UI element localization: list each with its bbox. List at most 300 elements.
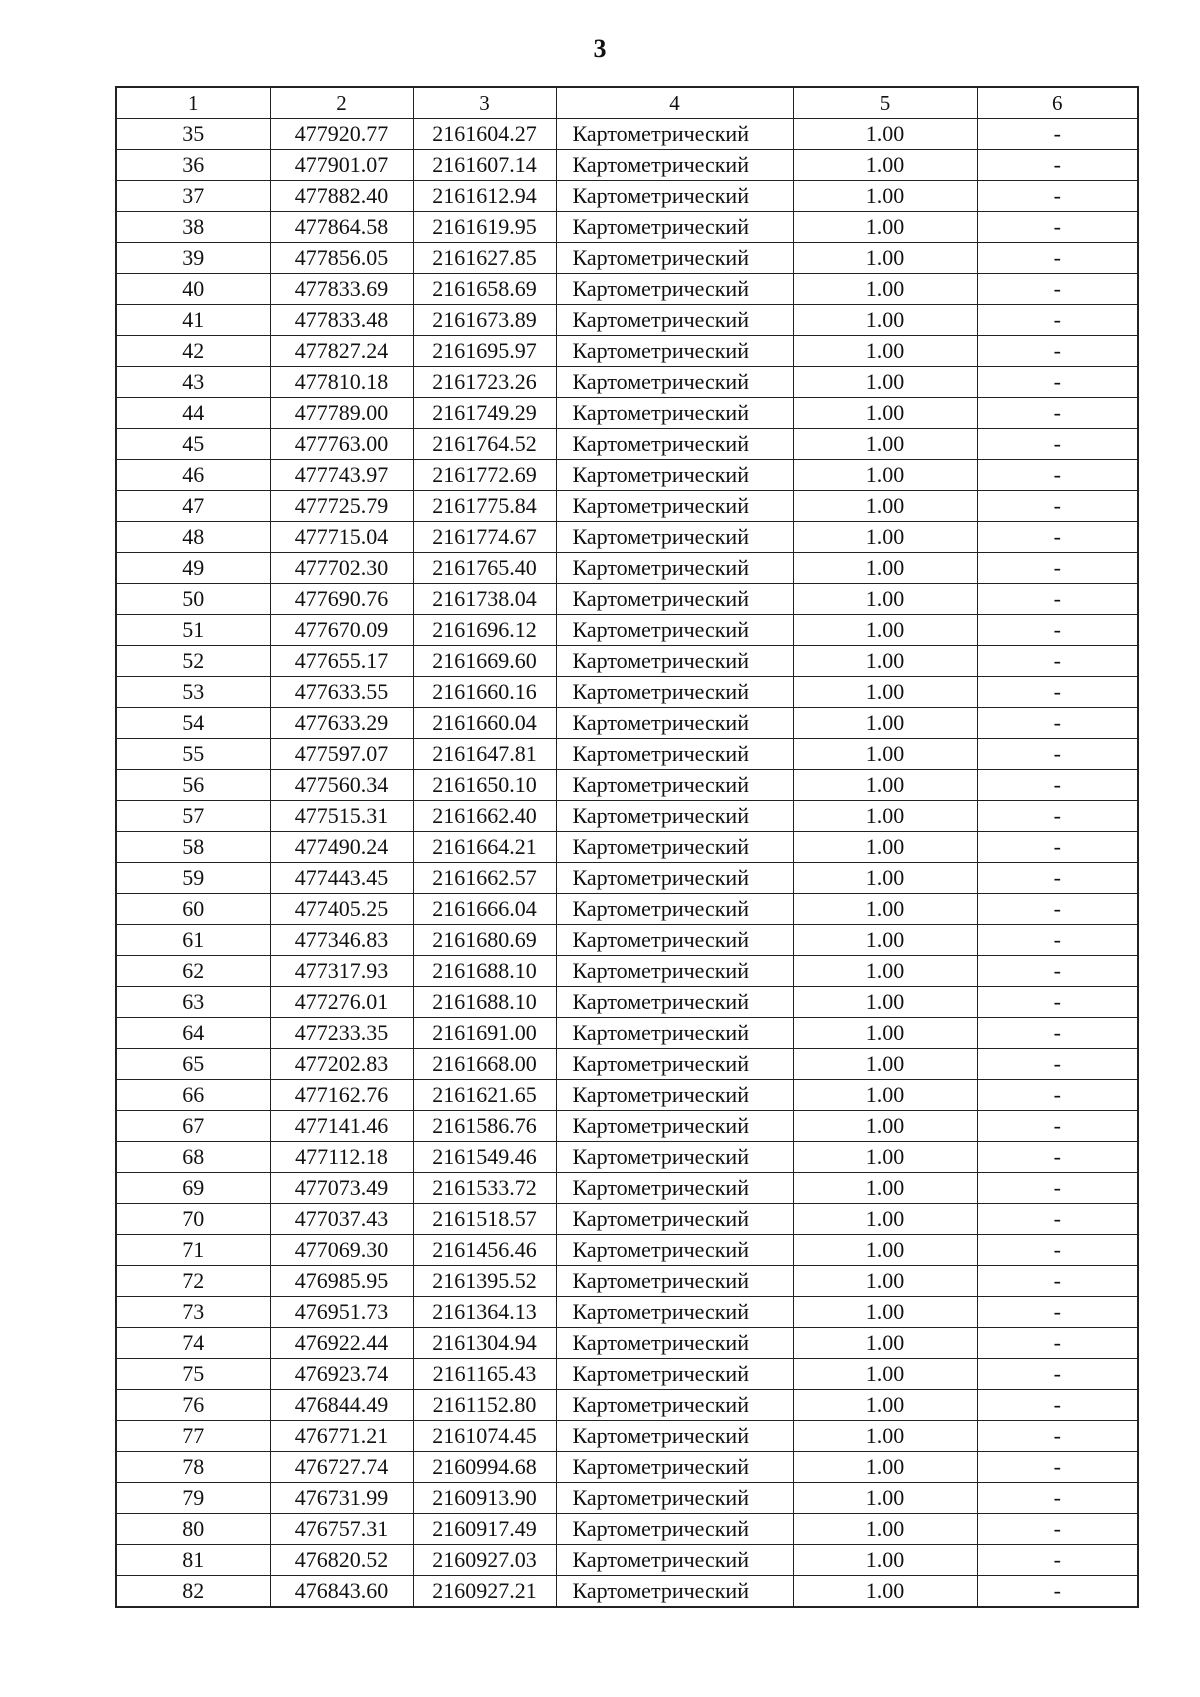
method-cell: Картометрический (556, 181, 793, 212)
point-number-cell: 56 (116, 770, 270, 801)
y-coordinate-cell: 2161765.40 (413, 553, 556, 584)
accuracy-cell: 1.00 (793, 522, 977, 553)
accuracy-cell: 1.00 (793, 212, 977, 243)
accuracy-cell: 1.00 (793, 1421, 977, 1452)
description-cell: - (977, 1514, 1138, 1545)
point-number-cell: 70 (116, 1204, 270, 1235)
table-row (116, 1545, 1138, 1576)
table-row (116, 305, 1138, 336)
accuracy-cell: 1.00 (793, 739, 977, 770)
y-coordinate-cell: 2161533.72 (413, 1173, 556, 1204)
description-cell: - (977, 1235, 1138, 1266)
description-cell: - (977, 1545, 1138, 1576)
accuracy-cell: 1.00 (793, 584, 977, 615)
y-coordinate-cell: 2161627.85 (413, 243, 556, 274)
x-coordinate-cell: 477560.34 (270, 770, 413, 801)
point-number-cell: 51 (116, 615, 270, 646)
point-number-cell: 45 (116, 429, 270, 460)
x-coordinate-cell: 477112.18 (270, 1142, 413, 1173)
table-row (116, 894, 1138, 925)
accuracy-cell: 1.00 (793, 615, 977, 646)
description-cell: - (977, 1421, 1138, 1452)
point-number-cell: 52 (116, 646, 270, 677)
x-coordinate-cell: 477690.76 (270, 584, 413, 615)
description-cell: - (977, 1359, 1138, 1390)
y-coordinate-cell: 2161647.81 (413, 739, 556, 770)
method-cell: Картометрический (556, 274, 793, 305)
x-coordinate-cell: 477515.31 (270, 801, 413, 832)
table-row (116, 243, 1138, 274)
accuracy-cell: 1.00 (793, 832, 977, 863)
method-cell: Картометрический (556, 646, 793, 677)
description-cell: - (977, 460, 1138, 491)
accuracy-cell: 1.00 (793, 1111, 977, 1142)
table-row (116, 801, 1138, 832)
description-cell: - (977, 1328, 1138, 1359)
accuracy-cell: 1.00 (793, 1204, 977, 1235)
point-number-cell: 48 (116, 522, 270, 553)
table-row (116, 1421, 1138, 1452)
y-coordinate-cell: 2161658.69 (413, 274, 556, 305)
y-coordinate-cell: 2161650.10 (413, 770, 556, 801)
y-coordinate-cell: 2161364.13 (413, 1297, 556, 1328)
column-header-method: 4 (556, 87, 793, 119)
table-row (116, 553, 1138, 584)
table-header-row (116, 87, 1138, 119)
accuracy-cell: 1.00 (793, 1390, 977, 1421)
x-coordinate-cell: 477346.83 (270, 925, 413, 956)
method-cell: Картометрический (556, 1173, 793, 1204)
y-coordinate-cell: 2161604.27 (413, 119, 556, 150)
table-row (116, 584, 1138, 615)
method-cell: Картометрический (556, 677, 793, 708)
x-coordinate-cell: 477827.24 (270, 336, 413, 367)
point-number-cell: 74 (116, 1328, 270, 1359)
accuracy-cell: 1.00 (793, 336, 977, 367)
table-row (116, 429, 1138, 460)
accuracy-cell: 1.00 (793, 305, 977, 336)
column-header-accuracy: 5 (793, 87, 977, 119)
table-row (116, 522, 1138, 553)
method-cell: Картометрический (556, 429, 793, 460)
x-coordinate-cell: 477141.46 (270, 1111, 413, 1142)
point-number-cell: 75 (116, 1359, 270, 1390)
y-coordinate-cell: 2161696.12 (413, 615, 556, 646)
x-coordinate-cell: 477633.55 (270, 677, 413, 708)
point-number-cell: 80 (116, 1514, 270, 1545)
x-coordinate-cell: 476771.21 (270, 1421, 413, 1452)
method-cell: Картометрический (556, 1452, 793, 1483)
accuracy-cell: 1.00 (793, 181, 977, 212)
accuracy-cell: 1.00 (793, 987, 977, 1018)
x-coordinate-cell: 477864.58 (270, 212, 413, 243)
x-coordinate-cell: 477597.07 (270, 739, 413, 770)
table-row (116, 770, 1138, 801)
accuracy-cell: 1.00 (793, 801, 977, 832)
x-coordinate-cell: 477702.30 (270, 553, 413, 584)
method-cell: Картометрический (556, 243, 793, 274)
point-number-cell: 55 (116, 739, 270, 770)
accuracy-cell: 1.00 (793, 150, 977, 181)
table-row (116, 615, 1138, 646)
method-cell: Картометрический (556, 708, 793, 739)
description-cell: - (977, 1266, 1138, 1297)
accuracy-cell: 1.00 (793, 1297, 977, 1328)
x-coordinate-cell: 477856.05 (270, 243, 413, 274)
description-cell: - (977, 522, 1138, 553)
method-cell: Картометрический (556, 1142, 793, 1173)
table-row (116, 1328, 1138, 1359)
y-coordinate-cell: 2161666.04 (413, 894, 556, 925)
table-row (116, 1142, 1138, 1173)
method-cell: Картометрический (556, 553, 793, 584)
y-coordinate-cell: 2161673.89 (413, 305, 556, 336)
method-cell: Картометрический (556, 832, 793, 863)
point-number-cell: 79 (116, 1483, 270, 1514)
table-row (116, 863, 1138, 894)
method-cell: Картометрический (556, 460, 793, 491)
point-number-cell: 82 (116, 1576, 270, 1608)
x-coordinate-cell: 477833.69 (270, 274, 413, 305)
x-coordinate-cell: 476727.74 (270, 1452, 413, 1483)
x-coordinate-cell: 477162.76 (270, 1080, 413, 1111)
x-coordinate-cell: 477490.24 (270, 832, 413, 863)
table-row (116, 212, 1138, 243)
description-cell: - (977, 1483, 1138, 1514)
description-cell: - (977, 894, 1138, 925)
method-cell: Картометрический (556, 522, 793, 553)
accuracy-cell: 1.00 (793, 646, 977, 677)
point-number-cell: 39 (116, 243, 270, 274)
method-cell: Картометрический (556, 150, 793, 181)
x-coordinate-cell: 476923.74 (270, 1359, 413, 1390)
method-cell: Картометрический (556, 1235, 793, 1266)
table-row (116, 1514, 1138, 1545)
y-coordinate-cell: 2161586.76 (413, 1111, 556, 1142)
description-cell: - (977, 274, 1138, 305)
x-coordinate-cell: 477920.77 (270, 119, 413, 150)
accuracy-cell: 1.00 (793, 1080, 977, 1111)
point-number-cell: 81 (116, 1545, 270, 1576)
method-cell: Картометрический (556, 212, 793, 243)
method-cell: Картометрический (556, 491, 793, 522)
description-cell: - (977, 150, 1138, 181)
x-coordinate-cell: 477715.04 (270, 522, 413, 553)
table-row (116, 677, 1138, 708)
y-coordinate-cell: 2161680.69 (413, 925, 556, 956)
table-row (116, 1204, 1138, 1235)
point-number-cell: 76 (116, 1390, 270, 1421)
method-cell: Картометрический (556, 770, 793, 801)
point-number-cell: 53 (116, 677, 270, 708)
y-coordinate-cell: 2161688.10 (413, 956, 556, 987)
accuracy-cell: 1.00 (793, 1452, 977, 1483)
point-number-cell: 49 (116, 553, 270, 584)
method-cell: Картометрический (556, 398, 793, 429)
table-row (116, 1452, 1138, 1483)
y-coordinate-cell: 2161549.46 (413, 1142, 556, 1173)
accuracy-cell: 1.00 (793, 367, 977, 398)
x-coordinate-cell: 477789.00 (270, 398, 413, 429)
y-coordinate-cell: 2160994.68 (413, 1452, 556, 1483)
accuracy-cell: 1.00 (793, 1142, 977, 1173)
method-cell: Картометрический (556, 987, 793, 1018)
table-row (116, 646, 1138, 677)
table-row (116, 274, 1138, 305)
y-coordinate-cell: 2160913.90 (413, 1483, 556, 1514)
column-header-x-coordinate: 2 (270, 87, 413, 119)
table-row (116, 460, 1138, 491)
method-cell: Картометрический (556, 1514, 793, 1545)
method-cell: Картометрический (556, 119, 793, 150)
point-number-cell: 61 (116, 925, 270, 956)
description-cell: - (977, 367, 1138, 398)
table-row (116, 181, 1138, 212)
y-coordinate-cell: 2161664.21 (413, 832, 556, 863)
method-cell: Картометрический (556, 1421, 793, 1452)
x-coordinate-cell: 477069.30 (270, 1235, 413, 1266)
x-coordinate-cell: 477670.09 (270, 615, 413, 646)
y-coordinate-cell: 2161723.26 (413, 367, 556, 398)
point-number-cell: 64 (116, 1018, 270, 1049)
accuracy-cell: 1.00 (793, 460, 977, 491)
x-coordinate-cell: 477233.35 (270, 1018, 413, 1049)
table-row (116, 1483, 1138, 1514)
accuracy-cell: 1.00 (793, 553, 977, 584)
description-cell: - (977, 987, 1138, 1018)
method-cell: Картометрический (556, 739, 793, 770)
description-cell: - (977, 553, 1138, 584)
description-cell: - (977, 956, 1138, 987)
description-cell: - (977, 1018, 1138, 1049)
description-cell: - (977, 119, 1138, 150)
x-coordinate-cell: 476757.31 (270, 1514, 413, 1545)
table-row (116, 398, 1138, 429)
y-coordinate-cell: 2161660.16 (413, 677, 556, 708)
y-coordinate-cell: 2160927.21 (413, 1576, 556, 1608)
description-cell: - (977, 429, 1138, 460)
description-cell: - (977, 491, 1138, 522)
table-row (116, 708, 1138, 739)
table-row (116, 1576, 1138, 1608)
accuracy-cell: 1.00 (793, 1049, 977, 1080)
description-cell: - (977, 1173, 1138, 1204)
accuracy-cell: 1.00 (793, 491, 977, 522)
accuracy-cell: 1.00 (793, 925, 977, 956)
description-cell: - (977, 646, 1138, 677)
y-coordinate-cell: 2161074.45 (413, 1421, 556, 1452)
table-row (116, 1359, 1138, 1390)
x-coordinate-cell: 476731.99 (270, 1483, 413, 1514)
point-number-cell: 43 (116, 367, 270, 398)
y-coordinate-cell: 2161152.80 (413, 1390, 556, 1421)
description-cell: - (977, 801, 1138, 832)
y-coordinate-cell: 2160917.49 (413, 1514, 556, 1545)
description-cell: - (977, 1390, 1138, 1421)
accuracy-cell: 1.00 (793, 1266, 977, 1297)
table-row (116, 1297, 1138, 1328)
accuracy-cell: 1.00 (793, 770, 977, 801)
point-number-cell: 42 (116, 336, 270, 367)
point-number-cell: 69 (116, 1173, 270, 1204)
table-row (116, 491, 1138, 522)
accuracy-cell: 1.00 (793, 1359, 977, 1390)
y-coordinate-cell: 2161668.00 (413, 1049, 556, 1080)
x-coordinate-cell: 477633.29 (270, 708, 413, 739)
x-coordinate-cell: 477763.00 (270, 429, 413, 460)
point-number-cell: 78 (116, 1452, 270, 1483)
column-header-description: 6 (977, 87, 1138, 119)
method-cell: Картометрический (556, 1545, 793, 1576)
method-cell: Картометрический (556, 1576, 793, 1608)
description-cell: - (977, 832, 1138, 863)
method-cell: Картометрический (556, 1328, 793, 1359)
x-coordinate-cell: 477833.48 (270, 305, 413, 336)
description-cell: - (977, 336, 1138, 367)
method-cell: Картометрический (556, 584, 793, 615)
description-cell: - (977, 615, 1138, 646)
point-number-cell: 77 (116, 1421, 270, 1452)
y-coordinate-cell: 2161165.43 (413, 1359, 556, 1390)
y-coordinate-cell: 2161688.10 (413, 987, 556, 1018)
point-number-cell: 67 (116, 1111, 270, 1142)
x-coordinate-cell: 477725.79 (270, 491, 413, 522)
table-row (116, 1080, 1138, 1111)
description-cell: - (977, 305, 1138, 336)
method-cell: Картометрический (556, 367, 793, 398)
y-coordinate-cell: 2160927.03 (413, 1545, 556, 1576)
x-coordinate-cell: 476844.49 (270, 1390, 413, 1421)
table-row (116, 119, 1138, 150)
description-cell: - (977, 1576, 1138, 1608)
description-cell: - (977, 863, 1138, 894)
accuracy-cell: 1.00 (793, 894, 977, 925)
accuracy-cell: 1.00 (793, 119, 977, 150)
description-cell: - (977, 398, 1138, 429)
point-number-cell: 54 (116, 708, 270, 739)
point-number-cell: 73 (116, 1297, 270, 1328)
accuracy-cell: 1.00 (793, 429, 977, 460)
point-number-cell: 40 (116, 274, 270, 305)
description-cell: - (977, 1452, 1138, 1483)
y-coordinate-cell: 2161304.94 (413, 1328, 556, 1359)
table-row (116, 1018, 1138, 1049)
accuracy-cell: 1.00 (793, 243, 977, 274)
method-cell: Картометрический (556, 615, 793, 646)
table-row (116, 1111, 1138, 1142)
point-number-cell: 72 (116, 1266, 270, 1297)
description-cell: - (977, 1049, 1138, 1080)
table-row (116, 1266, 1138, 1297)
y-coordinate-cell: 2161607.14 (413, 150, 556, 181)
point-number-cell: 41 (116, 305, 270, 336)
y-coordinate-cell: 2161774.67 (413, 522, 556, 553)
accuracy-cell: 1.00 (793, 677, 977, 708)
x-coordinate-cell: 477655.17 (270, 646, 413, 677)
accuracy-cell: 1.00 (793, 956, 977, 987)
y-coordinate-cell: 2161621.65 (413, 1080, 556, 1111)
description-cell: - (977, 1080, 1138, 1111)
point-number-cell: 71 (116, 1235, 270, 1266)
x-coordinate-cell: 476843.60 (270, 1576, 413, 1608)
x-coordinate-cell: 476951.73 (270, 1297, 413, 1328)
x-coordinate-cell: 477810.18 (270, 367, 413, 398)
x-coordinate-cell: 477317.93 (270, 956, 413, 987)
point-number-cell: 37 (116, 181, 270, 212)
accuracy-cell: 1.00 (793, 398, 977, 429)
point-number-cell: 44 (116, 398, 270, 429)
table-row (116, 925, 1138, 956)
y-coordinate-cell: 2161695.97 (413, 336, 556, 367)
description-cell: - (977, 1142, 1138, 1173)
y-coordinate-cell: 2161738.04 (413, 584, 556, 615)
y-coordinate-cell: 2161764.52 (413, 429, 556, 460)
method-cell: Картометрический (556, 925, 793, 956)
method-cell: Картометрический (556, 801, 793, 832)
point-number-cell: 68 (116, 1142, 270, 1173)
x-coordinate-cell: 476985.95 (270, 1266, 413, 1297)
table-row (116, 956, 1138, 987)
y-coordinate-cell: 2161456.46 (413, 1235, 556, 1266)
method-cell: Картометрический (556, 863, 793, 894)
accuracy-cell: 1.00 (793, 1173, 977, 1204)
y-coordinate-cell: 2161749.29 (413, 398, 556, 429)
column-header-y-coordinate: 3 (413, 87, 556, 119)
table-row (116, 1049, 1138, 1080)
point-number-cell: 60 (116, 894, 270, 925)
y-coordinate-cell: 2161662.57 (413, 863, 556, 894)
y-coordinate-cell: 2161772.69 (413, 460, 556, 491)
y-coordinate-cell: 2161660.04 (413, 708, 556, 739)
table-body (116, 119, 1138, 1608)
x-coordinate-cell: 476820.52 (270, 1545, 413, 1576)
method-cell: Картометрический (556, 1111, 793, 1142)
column-header-point-number: 1 (116, 87, 270, 119)
x-coordinate-cell: 477443.45 (270, 863, 413, 894)
x-coordinate-cell: 477276.01 (270, 987, 413, 1018)
x-coordinate-cell: 477073.49 (270, 1173, 413, 1204)
method-cell: Картометрический (556, 1297, 793, 1328)
coordinates-table (115, 86, 1139, 1608)
description-cell: - (977, 1297, 1138, 1328)
accuracy-cell: 1.00 (793, 1514, 977, 1545)
x-coordinate-cell: 477202.83 (270, 1049, 413, 1080)
x-coordinate-cell: 477037.43 (270, 1204, 413, 1235)
y-coordinate-cell: 2161395.52 (413, 1266, 556, 1297)
method-cell: Картометрический (556, 1080, 793, 1111)
x-coordinate-cell: 477405.25 (270, 894, 413, 925)
point-number-cell: 57 (116, 801, 270, 832)
method-cell: Картометрический (556, 894, 793, 925)
accuracy-cell: 1.00 (793, 1576, 977, 1608)
accuracy-cell: 1.00 (793, 1483, 977, 1514)
point-number-cell: 65 (116, 1049, 270, 1080)
description-cell: - (977, 925, 1138, 956)
accuracy-cell: 1.00 (793, 1018, 977, 1049)
accuracy-cell: 1.00 (793, 1235, 977, 1266)
description-cell: - (977, 708, 1138, 739)
method-cell: Картометрический (556, 1018, 793, 1049)
method-cell: Картометрический (556, 1049, 793, 1080)
point-number-cell: 62 (116, 956, 270, 987)
accuracy-cell: 1.00 (793, 274, 977, 305)
description-cell: - (977, 243, 1138, 274)
description-cell: - (977, 1204, 1138, 1235)
description-cell: - (977, 677, 1138, 708)
point-number-cell: 59 (116, 863, 270, 894)
accuracy-cell: 1.00 (793, 1328, 977, 1359)
table-row (116, 336, 1138, 367)
